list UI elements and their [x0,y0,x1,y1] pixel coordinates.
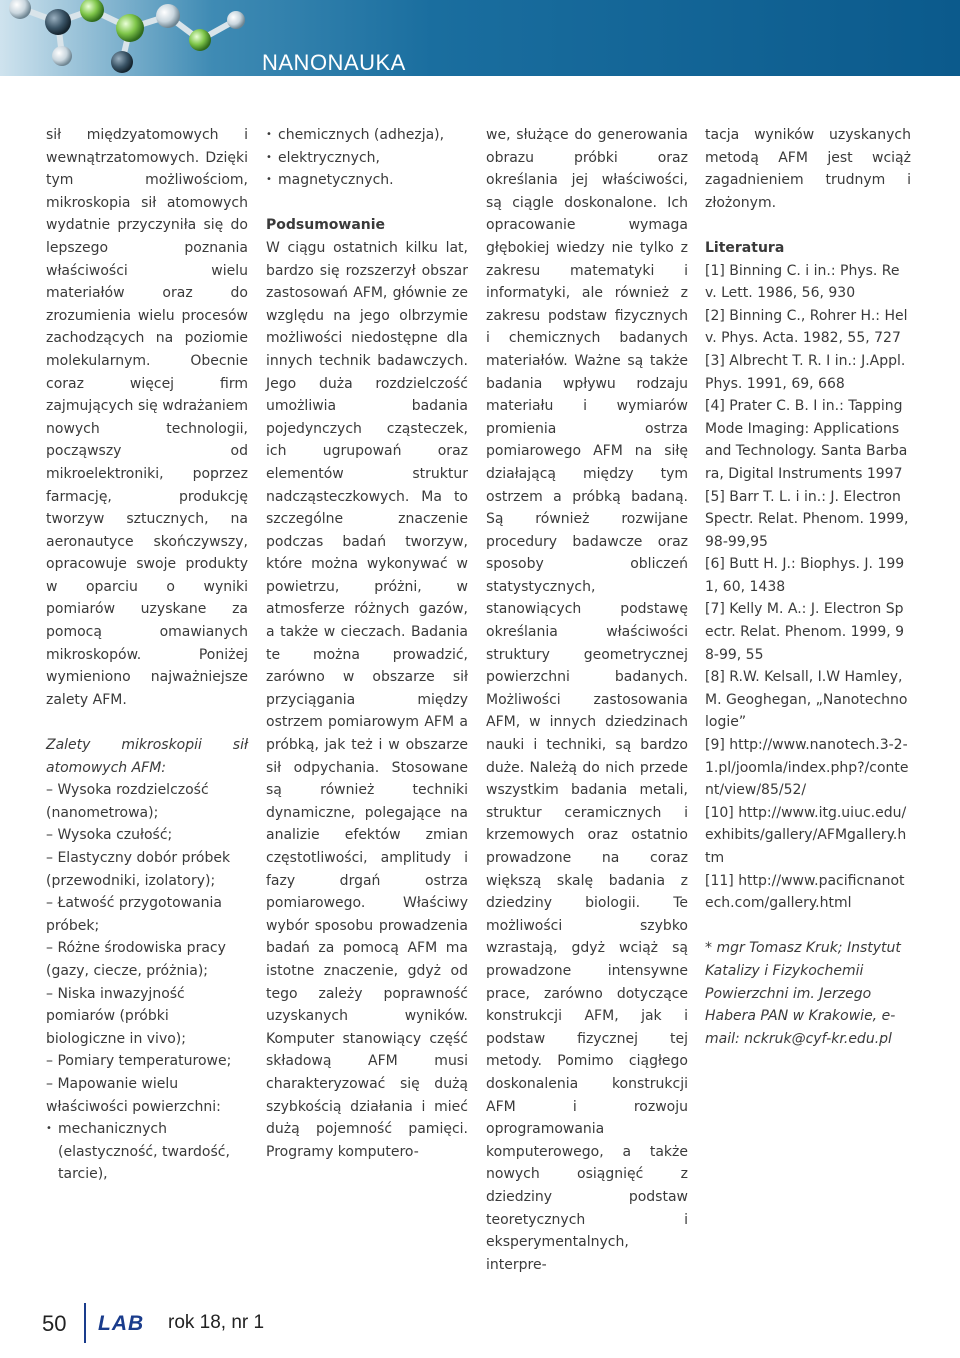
summary-heading: Podsumowanie [266,217,386,234]
body-paragraph: we, służące do generowania obrazu próbki oraz określania jej właściwości, są ciągle doskonalone. Ich opracowanie wymaga głębokiej wiedzy nie tylko z zakresu matematyki i informatyki, ale również z zakresu podstaw fizycznych i chemicznych badanych materiałów. Ważne są także badania wpływu rodzaju materiału i wymiarów promienia ostrza pomiarowego AFM na siłę działającą między tym ostrzem a próbką badaną. Są również rozwijane procedury badawcze oraz sposoby obliczeń statystycznych, stanowiących podstawę określania właściwości struktury geometrycznej powierzchni badanych. Możliwości zastosowania AFM, w innych dziedzinach nauki i techniki, są bardzo duże. Należą do nich przede wszystkim badania metali, struktur ceramicznych i krzemowych oraz ostatnio prowadzone na coraz większą skalę badania z dziedziny biologii. Te możliwości szybko wzrastają, gdyż wciąż są prowadzone intensywne prace, zarówno dotyczące konstrukcji AFM, jak i podstaw fizycznej tej metody. Pomimo ciągłego doskonalenia konstrukcji AFM i rozwoju oprogramowania komputerowego, a także nowych osiągnięć z dziedziny podstaw teoretycznych i eksperymentalnych, interpre- [486,127,688,1273]
list-item: – Wysoka rozdzielczość (nanometrowa); [46,779,248,824]
list-item: – Elastyczny dobór próbek (przewodniki, izolatory); [46,847,248,892]
footer-divider [84,1303,86,1343]
column-4 [705,124,911,1050]
list-item: – Mapowanie wielu właściwości powierzchni: [46,1073,248,1118]
reference-item: [7] Kelly M. A.: J. Electron Spectr. Relat. Phenom. 1999, 98-99, 55 [705,601,905,663]
list-item: – Łatwość przygotowania próbek; [46,892,248,937]
molecule-icon [0,0,260,76]
reference-item: [5] Barr T. L. i in.: J. Electron Spectr. Relat. Phenom. 1999, 98-99,95 [705,488,909,550]
list-item: – Różne środowiska pracy (gazy, ciecze, próżnia); [46,937,248,982]
reference-item: [2] Binning C., Rohrer H.: Helv. Phys. Acta. 1982, 55, 727 [705,307,908,347]
list-item: • chemicznych (adhezja), [266,124,468,147]
column-2 [266,124,468,1163]
list-item: – Niska inwazyjność pomiarów (próbki biologiczne in vivo); [46,983,248,1051]
author-note: * mgr Tomasz Kruk; Instytut Katalizy i Fizykochemii Powierzchni im. Jerzego Habera PAN w Krakowie, e-mail: nckruk@cyf-kr.edu.pl [705,940,901,1047]
reference-item: [11] http://www.pacificnanotech.com/gallery.html [705,872,905,912]
section-title: NANONAUKA [262,50,406,75]
list-item: • elektrycznych, [266,147,468,170]
summary-paragraph: W ciągu ostatnich kilku lat, bardzo się rozszerzył obszar zastosowań AFM, głównie ze względu na jego olbrzymie możliwości niedostępne dla innych technik badawczych. Jego duża rozdzielczość umożliwia badania pojedynczych cząsteczek, ich ugrupowań oraz elementów struktur nadcząsteczkowych. Ma to szczególne znaczenie podczas badań tworzyw, które można wykonywać w powietrzu, próżni, w atmosferze różnych gazów, a także w cieczach. Badania te można prowadzić, zarówno w obszarze sił przyciągania między ostrzem pomiarowym AFM a próbką, jak też i w obszarze sił odpychania. Stosowane są również techniki dynamiczne, polegające na analizie efektów zmian częstotliwości, amplitudy i fazy drgań ostrza pomiarowego. Właściwy wybór sposobu prowadzenia badań za pomocą AFM ma istotne znaczenie, gdyż od tego zależy poprawność uzyskanych wyników. Komputer stanowiący część składową AFM musi charakteryzować się dużą szybkością działania i mieć dużą pojemność pamięci. Programy komputero- [266,239,468,1160]
reference-item: [10] http://www.itg.uiuc.edu/exhibits/gallery/AFMgallery.htm [705,804,907,866]
advantages-title: Zalety mikroskopii sił atomowych AFM: [46,737,248,776]
conclusion-paragraph: tacja wyników uzyskanych metodą AFM jest wciąż zagadnieniem trudnym i złożonym. [705,127,911,211]
list-item: • magnetycznych. [266,169,468,192]
column-1 [46,124,248,1186]
literature-heading: Literatura [705,239,785,256]
reference-item: [8] R.W. Kelsall, I.W Hamley, M. Geoghegan, „Nanotechnologie” [705,669,908,731]
svg-text:LAB: LAB [98,1313,145,1333]
header-banner [0,0,960,76]
lab-logo-icon [98,1313,160,1333]
list-item: – Pomiary temperaturowe; [46,1050,248,1073]
page-number: 50 [42,1311,67,1336]
advantages-list [46,779,248,1118]
reference-item: [3] Albrecht T. R. I in.: J.Appl. Phys. 1991, 69, 668 [705,352,906,392]
intro-paragraph: sił międzyatomowych i wewnątrzatomowych. Dzięki tym możliwościom, mikroskopia sił atomowych wydatnie przyczyniła się do lepszego poznania właściwości wielu materiałów oraz do zrozumienia wielu procesów zachodzących na poziomie molekularnym. Obecnie coraz więcej firm zajmujących się wdrażaniem nowych technologii, począwszy od mikroelektroniki, poprzez farmację, produkcję tworzyw sztucznych, na aeronautyce skończywszy, opracowuje swoje produkty w oparciu o wyniki pomiarów uzyskane za pomocą omawianych mikroskopów. Poniżej wymieniono najważniejsze zalety AFM. [46,127,248,708]
references-list [705,260,911,915]
issue-label: rok 18, nr 1 [168,1312,265,1333]
properties-list [46,1118,248,1186]
reference-item: [1] Binning C. i in.: Phys. Rev. Lett. 1986, 56, 930 [705,262,900,302]
column-3 [486,124,688,1276]
reference-item: [9] http://www.nanotech.3-2-1.pl/joomla/index.php?/content/view/85/52/ [705,737,909,799]
list-item: – Wysoka czułość; [46,824,248,847]
reference-item: [6] Butt H. J.: Biophys. J. 1991, 60, 1438 [705,556,905,595]
list-item: • mechanicznych (elastyczność, twardość, tarcie), [46,1118,248,1186]
properties-list-continued [266,124,468,192]
reference-item: [4] Prater C. B. I in.: Tapping Mode Imaging: Applications and Technology. Santa Barbara, Digital Instruments 1997 [705,398,908,482]
